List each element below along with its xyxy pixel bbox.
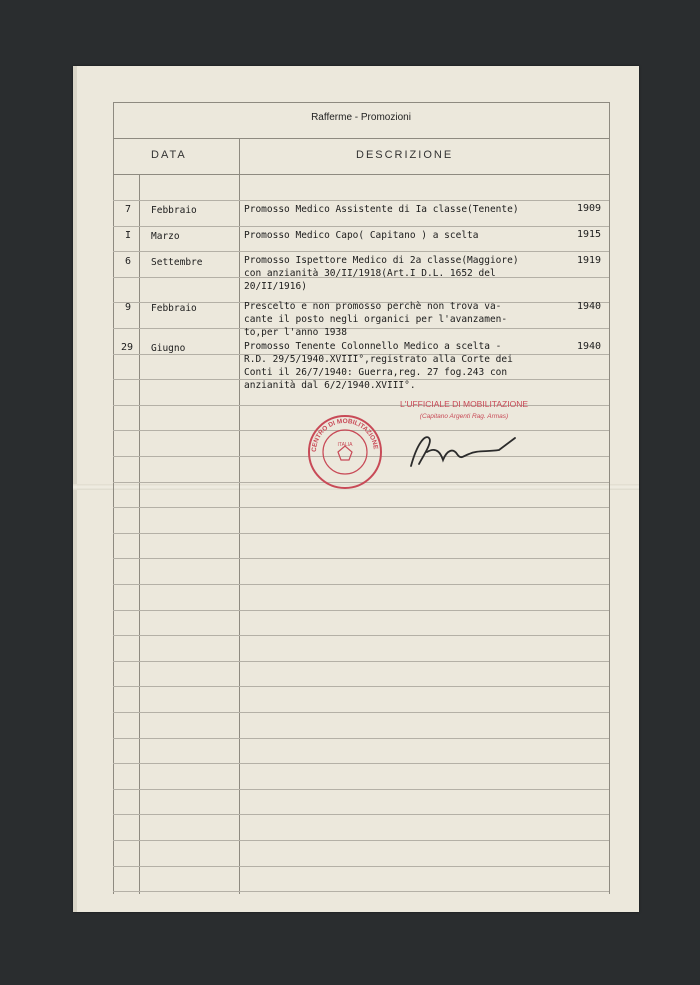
seal-inner-text: ITALIA xyxy=(337,442,353,448)
entry-line: Prescelto e non promosso perchè non trova va- xyxy=(244,301,502,312)
row-rule xyxy=(113,558,609,559)
entry-line: R.D. 29/5/1940.XVIII°,registrato alla Corte dei xyxy=(244,354,513,365)
row-rule xyxy=(113,533,609,534)
official-seal xyxy=(305,412,385,492)
row-rule xyxy=(113,251,609,252)
header-rule xyxy=(113,138,609,139)
entry-day: I xyxy=(125,230,132,241)
entry-day: 7 xyxy=(125,204,132,215)
row-rule xyxy=(113,814,609,815)
entry-line: Conti il 26/7/1940: Guerra,reg. 27 fog.243 con xyxy=(244,367,508,378)
handwritten-signature xyxy=(403,424,523,474)
column-header-description: DESCRIZIONE xyxy=(356,149,454,161)
row-rule xyxy=(113,840,609,841)
entry-month: Febbraio xyxy=(151,303,197,314)
row-rule xyxy=(113,686,609,687)
entry-month: Settembre xyxy=(151,257,203,268)
day-month-divider xyxy=(139,174,140,894)
entry-month: Febbraio xyxy=(151,205,197,216)
row-rule xyxy=(113,866,609,867)
row-rule xyxy=(113,200,609,201)
row-rule xyxy=(113,635,609,636)
entry-line: to,per l'anno 1938 xyxy=(244,327,347,338)
row-rule xyxy=(113,891,609,892)
entry-line: Promosso Tenente Colonnello Medico a scelta - xyxy=(244,341,502,352)
row-rule xyxy=(113,763,609,764)
header-bottom-rule xyxy=(113,174,609,175)
entry-year: 1915 xyxy=(577,229,602,240)
stamp-subtitle: (Capitano Argenti Rag. Armas) xyxy=(419,413,509,420)
table-right-rule xyxy=(609,102,610,894)
entry-line: 20/II/1916) xyxy=(244,281,307,292)
page-title: Rafferme - Promozioni xyxy=(311,112,411,123)
entry-day: 29 xyxy=(121,342,134,353)
entry-line: cante il posto negli organici per l'avanzamen- xyxy=(244,314,508,325)
entry-day: 6 xyxy=(125,256,132,267)
entry-month: Marzo xyxy=(151,231,180,242)
row-rule xyxy=(113,507,609,508)
document-page xyxy=(73,66,639,912)
row-rule xyxy=(113,661,609,662)
table-top-rule xyxy=(113,102,609,103)
seal-emblem-icon xyxy=(338,446,352,460)
row-rule xyxy=(113,789,609,790)
entry-line: Promosso Medico Capo( Capitano ) a scelta xyxy=(244,230,479,241)
entry-month: Giugno xyxy=(151,343,186,354)
row-rule xyxy=(113,738,609,739)
entry-line: con anzianità 30/II/1918(Art.I D.L. 1652 del xyxy=(244,268,496,279)
entry-day: 9 xyxy=(125,302,132,313)
seal-outer-text: CENTRO DI MOBILITAZIONE xyxy=(310,417,379,453)
entry-year: 1909 xyxy=(577,203,602,214)
entry-year: 1940 xyxy=(577,301,602,312)
row-rule xyxy=(113,584,609,585)
entry-line: Promosso Ispettore Medico di 2a classe(Maggiore) xyxy=(244,255,519,266)
entry-line: anzianità dal 6/2/1940.XVIII°. xyxy=(244,380,416,391)
row-rule xyxy=(113,712,609,713)
table-left-rule xyxy=(113,102,114,894)
entry-year: 1940 xyxy=(577,341,602,352)
column-header-date: DATA xyxy=(151,149,187,161)
entry-year: 1919 xyxy=(577,255,602,266)
row-rule xyxy=(113,610,609,611)
row-rule xyxy=(113,328,609,329)
stamp-title: L'UFFICIALE DI MOBILITAZIONE xyxy=(399,399,529,409)
entry-line: Promosso Medico Assistente di Ia classe(Tenente) xyxy=(244,204,519,215)
row-rule xyxy=(113,226,609,227)
